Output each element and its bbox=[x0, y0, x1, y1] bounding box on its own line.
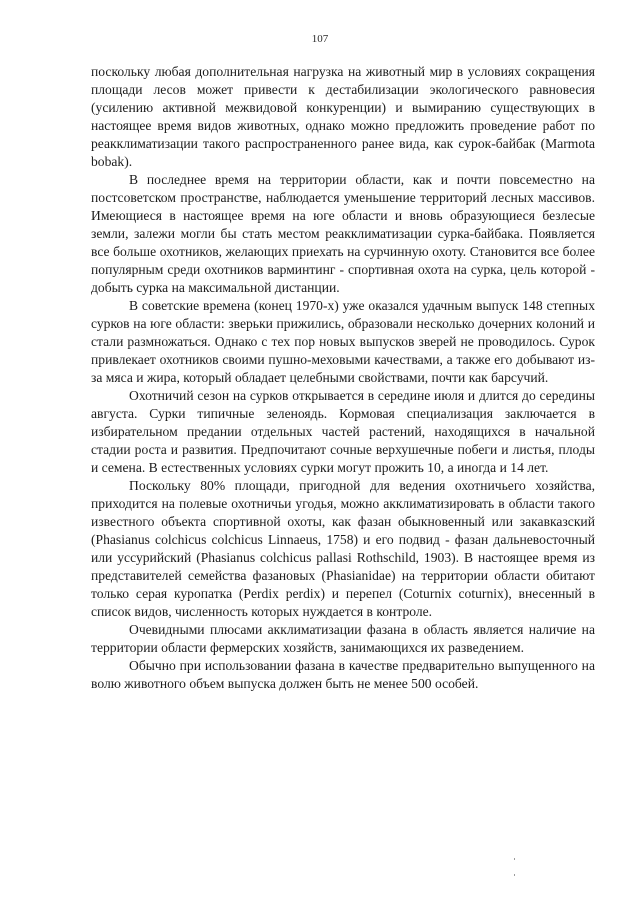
paragraph-4: Охотничий сезон на сурков открывается в середине июля и длится до середины августа. Сурки типичные зеленоядь. Кормовая специализация заключается в избирательном предании отдельных частей растений, находящихся в начальной стадии роста и развития. Предпочитают сочные верхушечные побеги и листья, плоды и семена. В естественных условиях сурки могут прожить 10, а иногда и 14 лет. bbox=[91, 388, 595, 475]
body-text bbox=[91, 63, 595, 693]
scan-artifact bbox=[514, 874, 515, 876]
page-number: 107 bbox=[311, 33, 329, 45]
paragraph-1: поскольку любая дополнительная нагрузка на животный мир в условиях сокращения площади лесов может привести к дестабилизации экологического равновесия (усилению активной межвидовой конкуренции) и вымиранию существующих в настоящее время видов животных, однако можно предложить проведение работ по реакклиматизации такого распространенного ранее вида, как сурок-байбак (Marmota bobak). bbox=[91, 64, 595, 169]
paragraph-6: Очевидными плюсами акклиматизации фазана в область является наличие на территории области фермерских хозяйств, занимающихся их разведением. bbox=[91, 622, 595, 655]
paragraph-3: В советские времена (конец 1970-х) уже оказался удачным выпуск 148 степных сурков на юге области: зверьки прижились, образовали несколько дочерних колоний и стали размножаться. Однако с тех пор новых выпусков зверей не проводилось. Сурок привлекает охотников своими пушно-меховыми качествами, а также его добывают из-за мяса и жира, который обладает целебными свойствами, почти как барсучий. bbox=[91, 298, 595, 385]
paragraph-7: Обычно при использовании фазана в качестве предварительно выпущенного на волю животного объем выпуска должен быть не менее 500 особей. bbox=[91, 658, 595, 691]
paragraph-2: В последнее время на территории области, как и почти повсеместно на постсоветском пространстве, наблюдается уменьшение территорий лесных массивов. Имеющиеся в настоящее время на юге области и вновь образующиеся безлесые земли, залежи могли бы стать местом реакклиматизации сурка-байбака. Появляется все больше охотников, желающих приехать на сурчинную охоту. Становится все более популярным среди охотников варминтинг - спортивная охота на сурка, цель которой - добыть сурка на максимальной дистанции. bbox=[91, 172, 595, 295]
scan-artifact bbox=[514, 858, 515, 860]
paragraph-5: Поскольку 80% площади, пригодной для ведения охотничьего хозяйства, приходится на полевые охотничьи угодья, можно акклиматизировать в области такого известного объекта спортивной охоты, как фазан обыкновенный или закавказский (Phasianus colchicus colchicus Linnaeus, 1758) и его подвид - фазан дальневосточный или уссурийский (Phasianus colchicus pallasi Rothschild, 1903). В настоящее время из представителей семейства фазановых (Phasianidae) на территории области обитают только серая куропатка (Perdix perdix) и перепел (Coturnix coturnix), внесенный в список видов, численность которых нуждается в контроле. bbox=[91, 478, 595, 619]
